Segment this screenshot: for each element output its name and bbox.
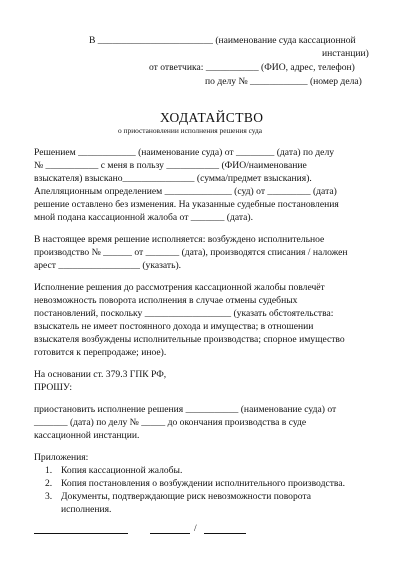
- header-line-instance: инстанции): [322, 48, 369, 59]
- paragraph-1-line-2: № ___________ с меня в пользу ___________ (ФИО/наименование: [34, 160, 307, 171]
- header-line-case-number: по делу № ____________ (номер дела): [205, 76, 362, 87]
- request-line-1: приостановить исполнение решения ___________ (наименование суда) от: [34, 404, 337, 415]
- header-line-court: В ________________________ (наименование суда кассационной: [89, 35, 356, 46]
- request-line-3: кассационной инстанции.: [34, 430, 140, 441]
- paragraph-3-line-6: готовится к перепродаже; иное).: [34, 347, 167, 358]
- attachment-item-text: Копия постановления о возбуждении исполнительного производства.: [61, 478, 345, 489]
- paragraph-2-line-1: В настоящее время решение исполняется: возбуждено исполнительное: [34, 234, 325, 245]
- attachment-item-text: Копия кассационной жалобы.: [61, 465, 183, 476]
- paragraph-1-line-5: решение оставлено без изменения. На указанные судебные постановления: [34, 199, 339, 210]
- document-subtitle: о приостановлении исполнения решения суда: [118, 126, 263, 135]
- signature-date-line: [34, 533, 128, 534]
- paragraph-3-line-4: взыскатель не имеет постоянного дохода и имущества; в отношении: [34, 321, 314, 332]
- paragraph-3-line-1: Исполнение решения до рассмотрения кассационной жалобы повлечёт: [34, 282, 325, 293]
- paragraph-1-line-1: Решением ____________ (наименование суда) от ________ (дата) по делу: [34, 147, 335, 158]
- paragraph-2-line-3: арест _________________ (указать).: [34, 260, 182, 271]
- signature-sign-line: [150, 533, 190, 534]
- legal-basis: На основании ст. 379.3 ГПК РФ,: [34, 369, 167, 380]
- paragraph-2-line-2: производство № ______ от _______ (дата), производятся списания / наложен: [34, 247, 348, 258]
- attachment-number: 3.: [45, 491, 53, 502]
- attachment-number: 1.: [45, 465, 53, 476]
- attachment-item-text-continued: исполнения.: [61, 504, 112, 515]
- request-line-2: _______ (дата) по делу № _____ до окончания производства в суде: [34, 417, 307, 428]
- signature-slash: /: [194, 523, 197, 534]
- attachments-heading: Приложения:: [34, 452, 89, 463]
- paragraph-1-line-6: мной подана кассационной жалоба от _______ (дата).: [34, 212, 254, 223]
- paragraph-3-line-3: постановлений, поскольку __________________ (указать обстоятельства:: [34, 308, 334, 319]
- paragraph-1-line-4: Апелляционным определением ______________ (суд) от _________ (дата): [34, 186, 337, 197]
- paragraph-3-line-5: взыскателя возбуждены исполнительные производства; спорное имущество: [34, 334, 345, 345]
- signature-name-line: [204, 533, 246, 534]
- header-line-respondent: от ответчика: ___________ (ФИО, адрес, телефон): [149, 62, 355, 73]
- document-title: ХОДАТАЙСТВО: [160, 110, 264, 125]
- paragraph-3-line-2: невозможность поворота исполнения в случае отмены судебных: [34, 295, 298, 306]
- attachment-number: 2.: [45, 478, 53, 489]
- request-heading: ПРОШУ:: [34, 382, 73, 393]
- paragraph-1-line-3: взыскателя) взыскано_______________ (сумма/предмет взыскания).: [34, 173, 312, 184]
- attachment-item-text: Документы, подтверждающие риск невозможности поворота: [61, 491, 311, 502]
